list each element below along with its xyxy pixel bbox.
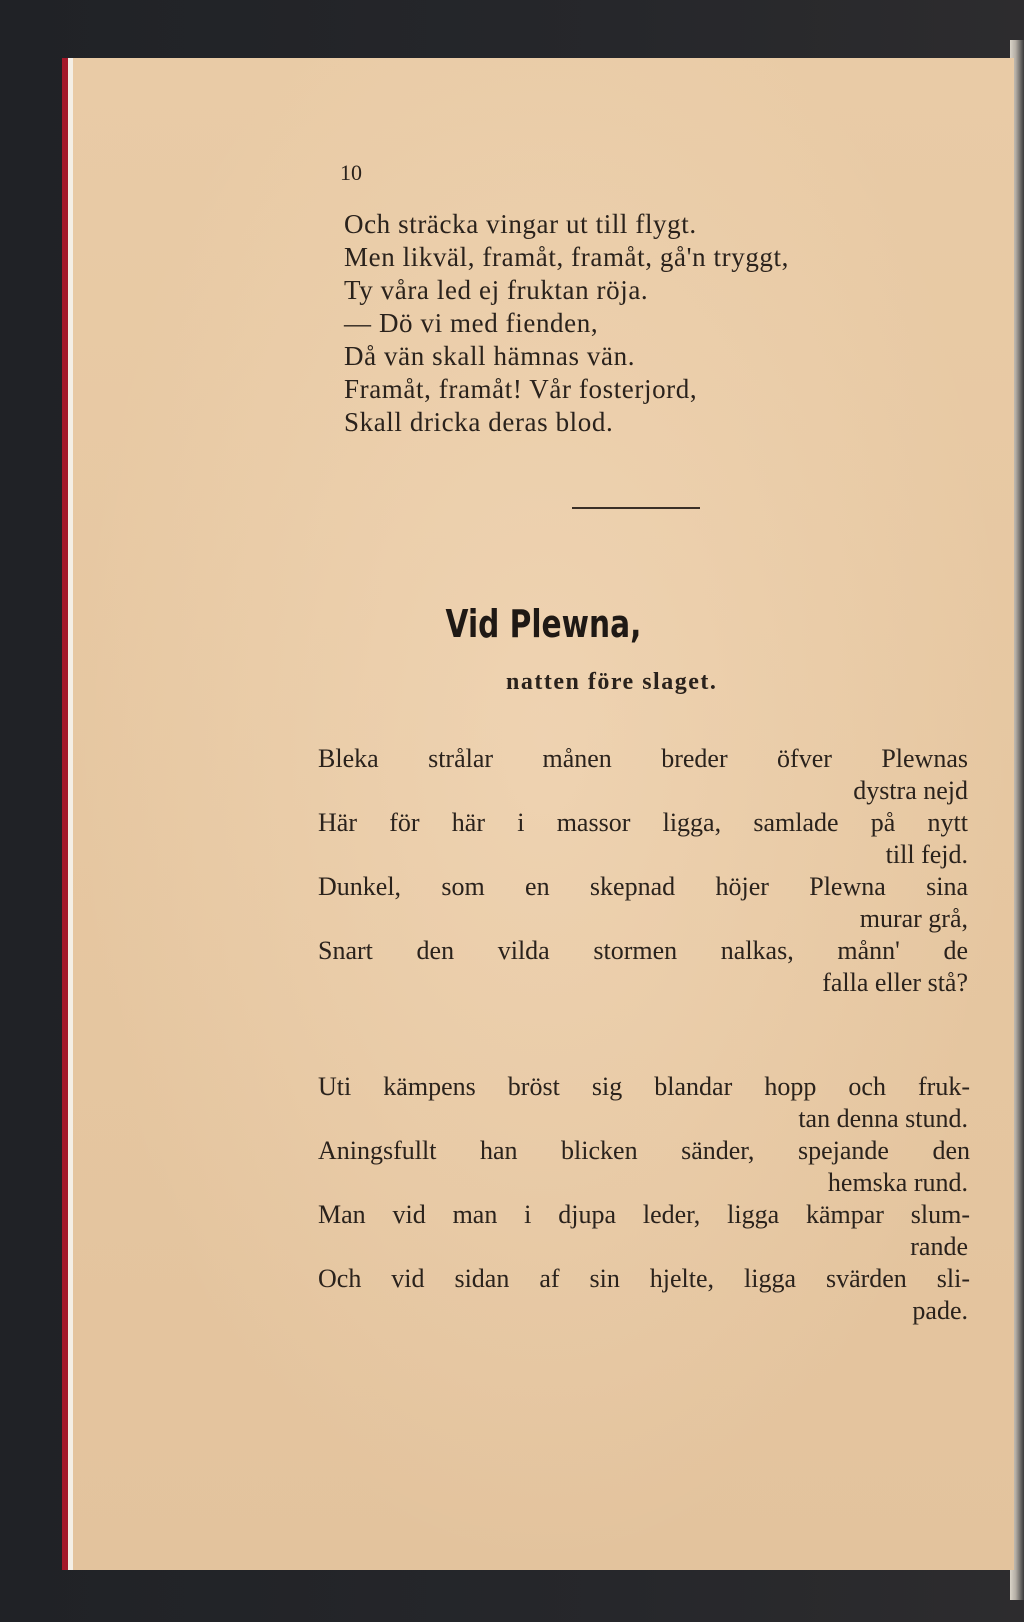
verse-line: Och sträcka vingar ut till flygt.: [344, 209, 697, 239]
verse-line: [318, 1200, 968, 1264]
verse-line-continuation: tan denna stund.: [798, 1104, 968, 1133]
verse-line: Framåt, framåt! Vår fosterjord,: [344, 374, 698, 404]
verse-line-text: Aningsfullt han blicken sänder, spejande den: [318, 1136, 970, 1165]
verse-line-continuation: murar grå,: [859, 904, 968, 933]
verse-line-text: Bleka strålar månen breder öfver Plewnas: [318, 744, 968, 773]
verse-line: Skall dricka deras blod.: [344, 407, 614, 437]
stanza-one: [318, 744, 968, 1000]
verse-line-continuation: pade.: [912, 1296, 968, 1325]
verse-line: Då vän skall hämnas vän.: [344, 341, 636, 371]
page-number: 10: [340, 160, 362, 185]
verse-line: [318, 1072, 968, 1136]
stanza-top: [344, 208, 789, 439]
verse-line: [318, 1264, 968, 1328]
verse-line: [318, 1136, 968, 1200]
stanza-two: [318, 1072, 968, 1328]
verse-line-text: Här för här i massor ligga, samlade på nytt: [318, 808, 968, 837]
poem-subtitle: natten före slaget.: [506, 669, 718, 695]
poem-title: Vid Plewna,: [445, 602, 642, 646]
verse-line-continuation: hemska rund.: [827, 1168, 968, 1197]
verse-line: Ty våra led ej fruktan röja.: [344, 275, 649, 305]
verse-line: Men likväl, framåt, framåt, gå'n tryggt,: [344, 242, 789, 272]
verse-line: [318, 936, 968, 1000]
verse-line-text: Man vid man i djupa leder, ligga kämpar slum-: [318, 1200, 970, 1229]
verse-line-continuation: till fejd.: [885, 840, 968, 869]
verse-line: [318, 808, 968, 872]
verse-line: — Dö vi med fienden,: [344, 308, 599, 338]
red-spine-edge: [62, 58, 68, 1570]
verse-line-text: Och vid sidan af sin hjelte, ligga svärden sli-: [318, 1264, 970, 1293]
verse-line-text: Dunkel, som en skepnad höjer Plewna sina: [318, 872, 968, 901]
verse-line-continuation: falla eller stå?: [822, 968, 968, 997]
section-divider: [572, 507, 700, 509]
verse-line-continuation: dystra nejd: [853, 776, 968, 805]
verse-line: [318, 872, 968, 936]
verse-line: [318, 744, 968, 808]
verse-line-continuation: rande: [910, 1232, 968, 1261]
verse-line-text: Snart den vilda stormen nalkas, månn' de: [318, 936, 968, 965]
verse-line-text: Uti kämpens bröst sig blandar hopp och fruk-: [318, 1072, 970, 1101]
